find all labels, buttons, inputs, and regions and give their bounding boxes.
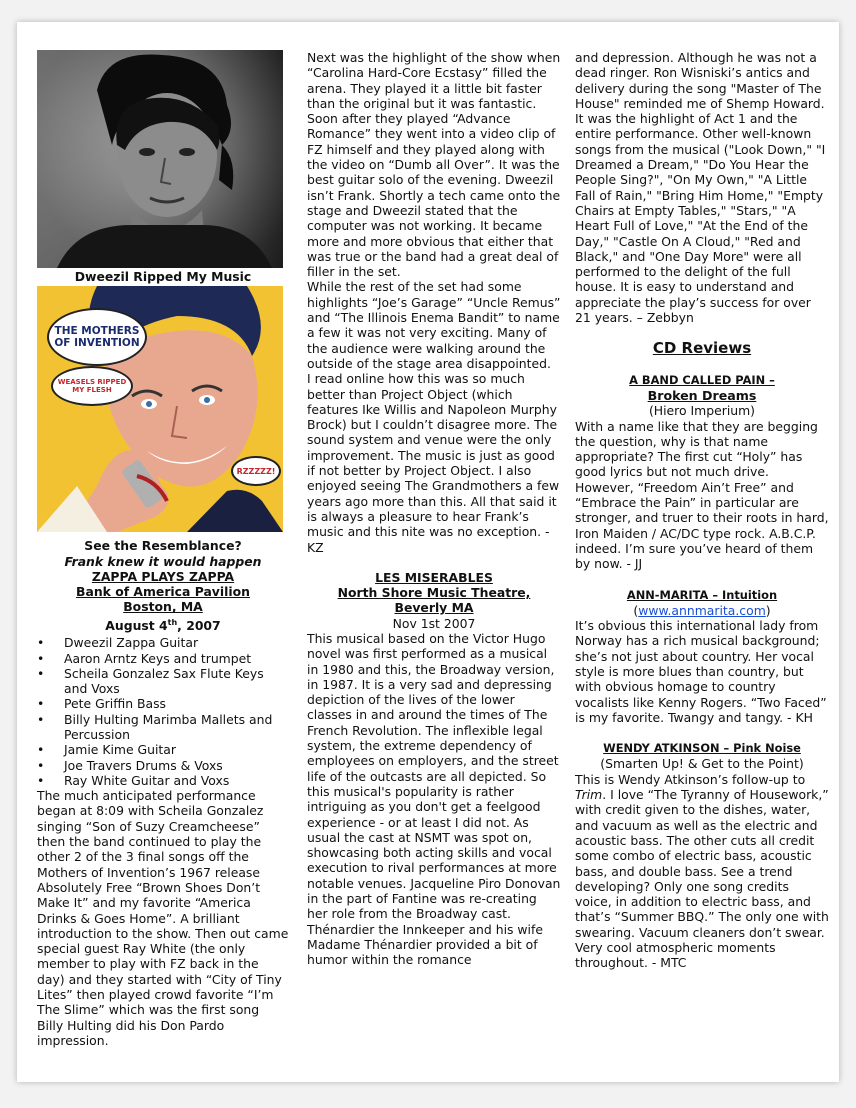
les-mis-review-cont: and depression. Although he was not a dead ringer. Ron Wisniski’s antics and delivery during the song "Master of The House" reminded me of Shemp Howard. It was the highlight of Act 1 and the entire performance. Other well-known songs from the musical ("Look Down," "I Dreamed a Dream," "Do You Hear the People Sing?", "On My Own," "A Little Fall of Rain," "Bring Him Home," "Empty Chairs at Empty Tables," "Stars," "A Heart Full of Love," "At the End of the Day," "Castle On A Cloud," "Red and Black," and "One Day More" were all performed to the delight of the full house. It is easy to understand and appreciate the play’s success for over 21 years. – Zebbyn xyxy=(575,50,826,326)
band-lineup xyxy=(37,635,289,788)
album-sound-badge: RZZZZZ! xyxy=(231,456,281,486)
review-1-label: (Hiero Imperium) xyxy=(648,403,756,419)
show-date: August 4th, 2007 xyxy=(105,617,221,633)
concert-header xyxy=(37,538,289,633)
review-2-link-wrap: (www.annmarita.com) xyxy=(633,602,771,618)
lineup-item: • Jamie Kime Guitar xyxy=(64,742,289,757)
review-3-label: (Smarten Up! & Get to the Point) xyxy=(600,756,804,772)
lineup-item: • Aaron Arntz Keys and trumpet xyxy=(64,651,289,666)
album-cover-art xyxy=(37,286,283,532)
cd-reviews-heading: CD Reviews xyxy=(652,339,752,358)
zappa-review-cont-3: I read online how this was so much better than Project Object (which features Ike Willis and Napoleon Murphy Brock) but I couldn’t disagree more. The sound system and venue were the only improvement. The music is just as good if not better by Project Object. I also enjoyed seeing The Grandmothers a few years ago more than this. All that said it is always a pleasure to hear Frank’s music and this nite was no exception. - KZ xyxy=(307,371,560,555)
resemblance-caption: See the Resemblance? xyxy=(84,538,242,554)
show-title: ZAPPA PLAYS ZAPPA xyxy=(91,568,235,584)
review-2-artist: ANN-MARITA – Intuition xyxy=(626,587,778,602)
album-title-badge: WEASELS RIPPED MY FLESH xyxy=(51,366,133,406)
review-1-album: Broken Dreams xyxy=(647,387,757,403)
show-venue: Bank of America Pavilion xyxy=(76,584,250,600)
annmarita-link[interactable]: www.annmarita.com xyxy=(638,602,766,618)
lineup-item: • Joe Travers Drums & Voxs xyxy=(64,758,289,773)
review-1-artist: A BAND CALLED PAIN – xyxy=(629,372,775,387)
lineup-item: • Dweezil Zappa Guitar xyxy=(64,635,289,650)
show-city: Boston, MA xyxy=(123,599,203,615)
review-1-text: With a name like that they are begging the question, why is that name appropriate? The first cut “Holy” has good lyrics but not much drive. However, “Freedom Ain’t Free” and “Embrace the Pain” in particular are stronger, and truer to their roots in hard, Iron Maiden / AC/DC type rock. A.B.C.P. indeed. I’m sure you’ve heard of them by now. - JJ xyxy=(575,418,829,572)
zappa-review-text: The much anticipated performance began at 8:09 with Scheila Gonzalez singing “Son of Suzy Creamcheese” then the band continued to play the other 2 of the 3 final songs off the Mothers of Invention’s 1967 release Absolutely Free “Brown Shoes Don’t Make It” and my favorite “America Drinks & Goes Home”. A brilliant introduction to the show. Then out came special guest Ray White (the only member to play with FZ back in the day) and they started with “City of Tiny Lites” then played crowd favorite “I’m The Slime” which was the first song Billy Hulting did his Don Pardo impression. xyxy=(37,788,289,1048)
zappa-review-cont-1: Next was the highlight of the show when “Carolina Hard-Core Ecstasy” filled the arena. They played it a little bit faster than the original but it was fantastic. Soon after they played “Advance Romance” they went into a video clip of FZ himself and they played along with the video on “Dumb all Over”. It was the best guitar solo of the evening. Dweezil isn’t Frank. Shortly a tech came onto the stage and Dweezil stated that the computer was not working. It became more and more obvious that either that was true or the band had a great deal of filler in the set. xyxy=(307,50,561,280)
column-left xyxy=(37,50,289,1048)
dweezil-photo xyxy=(37,50,283,268)
column-right xyxy=(575,50,829,971)
les-mis-venue: North Shore Music Theatre, xyxy=(337,585,531,601)
review-3-text: This is Wendy Atkinson’s follow-up to Trim. I love “The Tyranny of Housework,” with credit given to the dishes, water, and vacuum as well as the electric and acoustic bass. The other cuts all credit some combo of electric bass, acoustic bass, and double bass. See a trend developing? Only one song credits voice, in addition to electric bass, and that’s “Summer BBQ.” The only one with swearing. Vacuum cleaners don’t swear. Very cool atmospheric moments throughout. - MTC xyxy=(575,771,829,971)
newsletter-page xyxy=(17,22,839,1082)
column-middle xyxy=(307,50,561,968)
album-band-name: THE MOTHERS OF INVENTION xyxy=(47,308,147,366)
lineup-item: • Billy Hulting Marimba Mallets and Percussion xyxy=(64,712,289,743)
les-mis-review-text: This musical based on the Victor Hugo novel was first performed as a musical in 1980 and this, the Broadway version, in 1987. It is a very sad and depressing depiction of the lives of the lower classes in and around the times of The French Revolution. The inflexible legal system, the extreme dependency of employees on employers, and the street life of the outcasts are all depicted. So this musical's popularity is rather intriguing as you don't get a feelgood experience - or at least I did not. As usual the cast at NSMT was spot on, showcasing both acting skills and vocal execution to rival performances at more notable venues. Jacqueline Piro Donovan in the part of Fantine was re-creating her role from the Broadway cast. Thénardier the Innkeeper and his wife Madame Thénardier provided a bit of humor within the romance xyxy=(307,630,561,968)
lineup-item: • Ray White Guitar and Voxs xyxy=(64,773,289,788)
lineup-item: • Pete Griffin Bass xyxy=(64,696,289,711)
zappa-review-cont-2: While the rest of the set had some highlights “Joe’s Garage” “Uncle Remus” and “The Illinois Enema Bandit” to name a few it was not very exciting. Many of the audience were walking around the outside of the stage area disappointed. xyxy=(307,279,561,371)
trim-title: Trim xyxy=(575,787,603,803)
les-mis-title: LES MISERABLES xyxy=(375,569,493,585)
les-mis-date: Nov 1st 2007 xyxy=(392,615,476,631)
les-mis-header xyxy=(307,570,561,631)
photo-caption: Dweezil Ripped My Music xyxy=(74,269,252,284)
lineup-item: • Scheila Gonzalez Sax Flute Keys and Voxs xyxy=(64,666,289,697)
review-2-text: It’s obvious this international lady from Norway has a rich musical background; she’s not just about country. Her vocal style is more blues than country, but with obvious homage to country vocalists like Kenny Rogers. “Two Faced” is my favorite. Twangy and tangy. - KH xyxy=(575,618,827,725)
les-mis-city: Beverly MA xyxy=(394,600,474,616)
frank-knew-caption: Frank knew it would happen xyxy=(64,553,262,569)
review-3-artist: WENDY ATKINSON – Pink Noise xyxy=(603,741,801,756)
